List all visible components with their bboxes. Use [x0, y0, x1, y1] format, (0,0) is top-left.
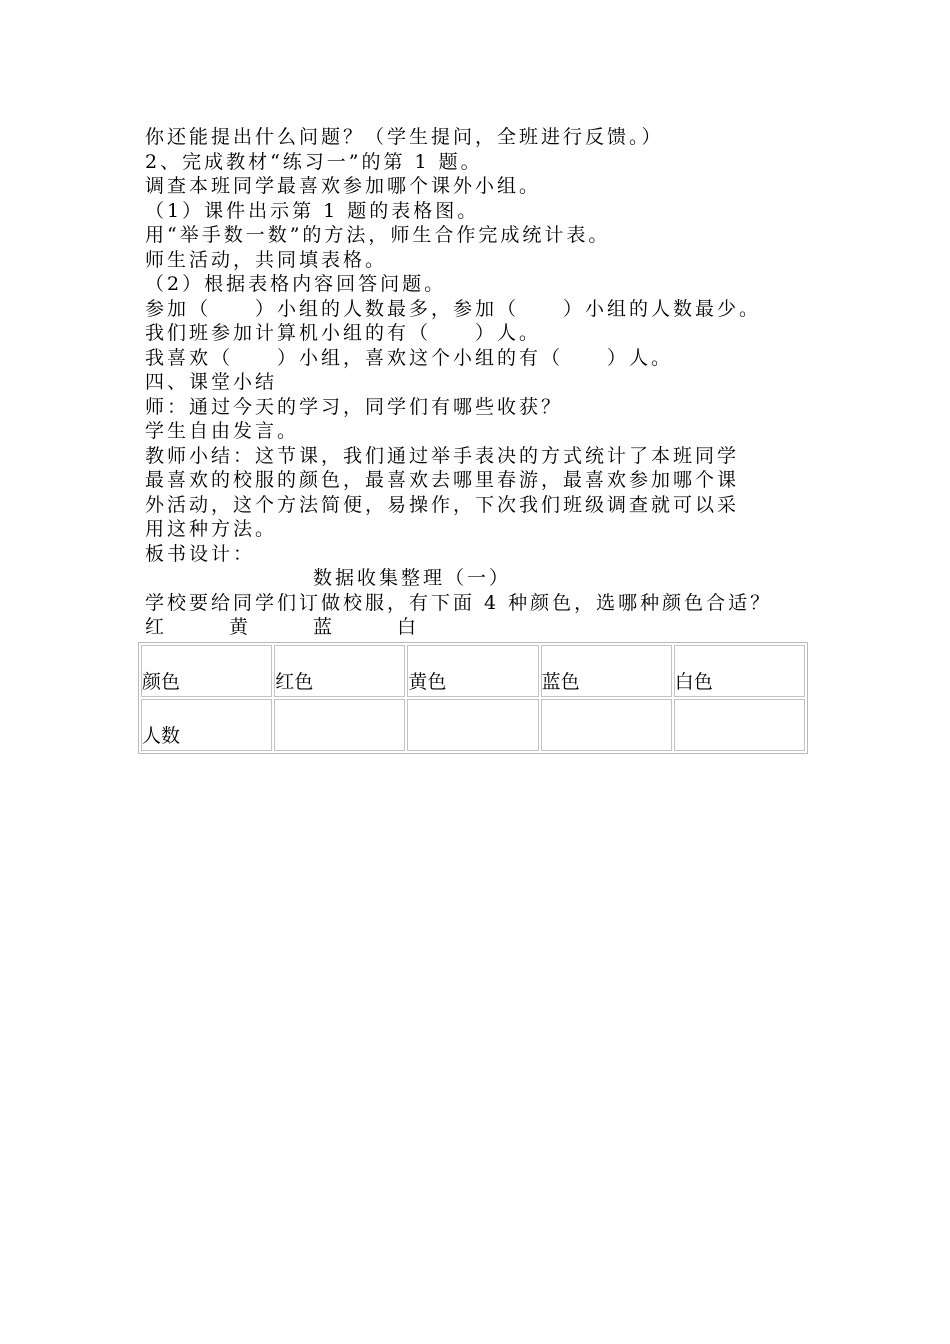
text-line: 最喜欢的校服的颜色，最喜欢去哪里春游，最喜欢参加哪个课 [145, 469, 740, 491]
statistics-table [138, 642, 808, 754]
text-line: 我喜欢（ ）小组，喜欢这个小组的有（ ）人。 [145, 346, 674, 369]
table-row [141, 645, 805, 697]
table-row [141, 699, 805, 751]
section-heading: 四、课堂小结 [145, 371, 278, 393]
color-option: 黄 [229, 616, 252, 638]
text-line: 师生活动，共同填表格。 [145, 248, 388, 271]
text-line: 用这种方法。 [145, 518, 278, 540]
text-line: 调查本班同学最喜欢参加哪个课外小组。 [145, 175, 542, 197]
document-page [142, 125, 825, 754]
color-option: 红 [145, 616, 168, 638]
board-question: 学校要给同学们订做校服，有下面 4 种颜色，选哪种颜色合适？ [145, 591, 773, 614]
text-line: 教师小结：这节课，我们通过举手表决的方式统计了本班同学 [145, 444, 740, 467]
text-line: 师：通过今天的学习，同学们有哪些收获？ [145, 395, 564, 418]
text-line: （1）课件出示第 1 题的表格图。 [145, 199, 480, 222]
table-cell: 白色 [674, 645, 805, 697]
table-cell: 黄色 [407, 645, 538, 697]
text-line: 外活动，这个方法简便，易操作，下次我们班级调查就可以采 [145, 493, 740, 516]
table-cell [541, 699, 672, 751]
text-line: 学生自由发言。 [145, 420, 300, 442]
color-option: 蓝 [313, 616, 336, 638]
table-cell: 蓝色 [541, 645, 672, 697]
table-cell [674, 699, 805, 751]
text-line: 2、完成教材“练习一”的第 1 题。 [145, 150, 483, 173]
text-line: 你还能提出什么问题？（学生提问，全班进行反馈。） [145, 126, 664, 148]
text-line: 板书设计： [145, 542, 256, 565]
table-cell: 红色 [274, 645, 405, 697]
table-cell [274, 699, 405, 751]
color-option: 白 [397, 616, 420, 638]
text-line: 用“举手数一数”的方法，师生合作完成统计表。 [145, 224, 611, 246]
text-line: 参加（ ）小组的人数最多，参加（ ）小组的人数最少。 [145, 297, 762, 320]
board-title: 数据收集整理（一） [313, 567, 512, 589]
text-line: （2）根据表格内容回答问题。 [145, 273, 447, 295]
text-line: 我们班参加计算机小组的有（ ）人。 [145, 322, 542, 344]
color-options [145, 615, 825, 640]
table-cell: 颜色 [141, 645, 272, 697]
table-cell: 人数 [141, 699, 272, 751]
table-cell [407, 699, 538, 751]
